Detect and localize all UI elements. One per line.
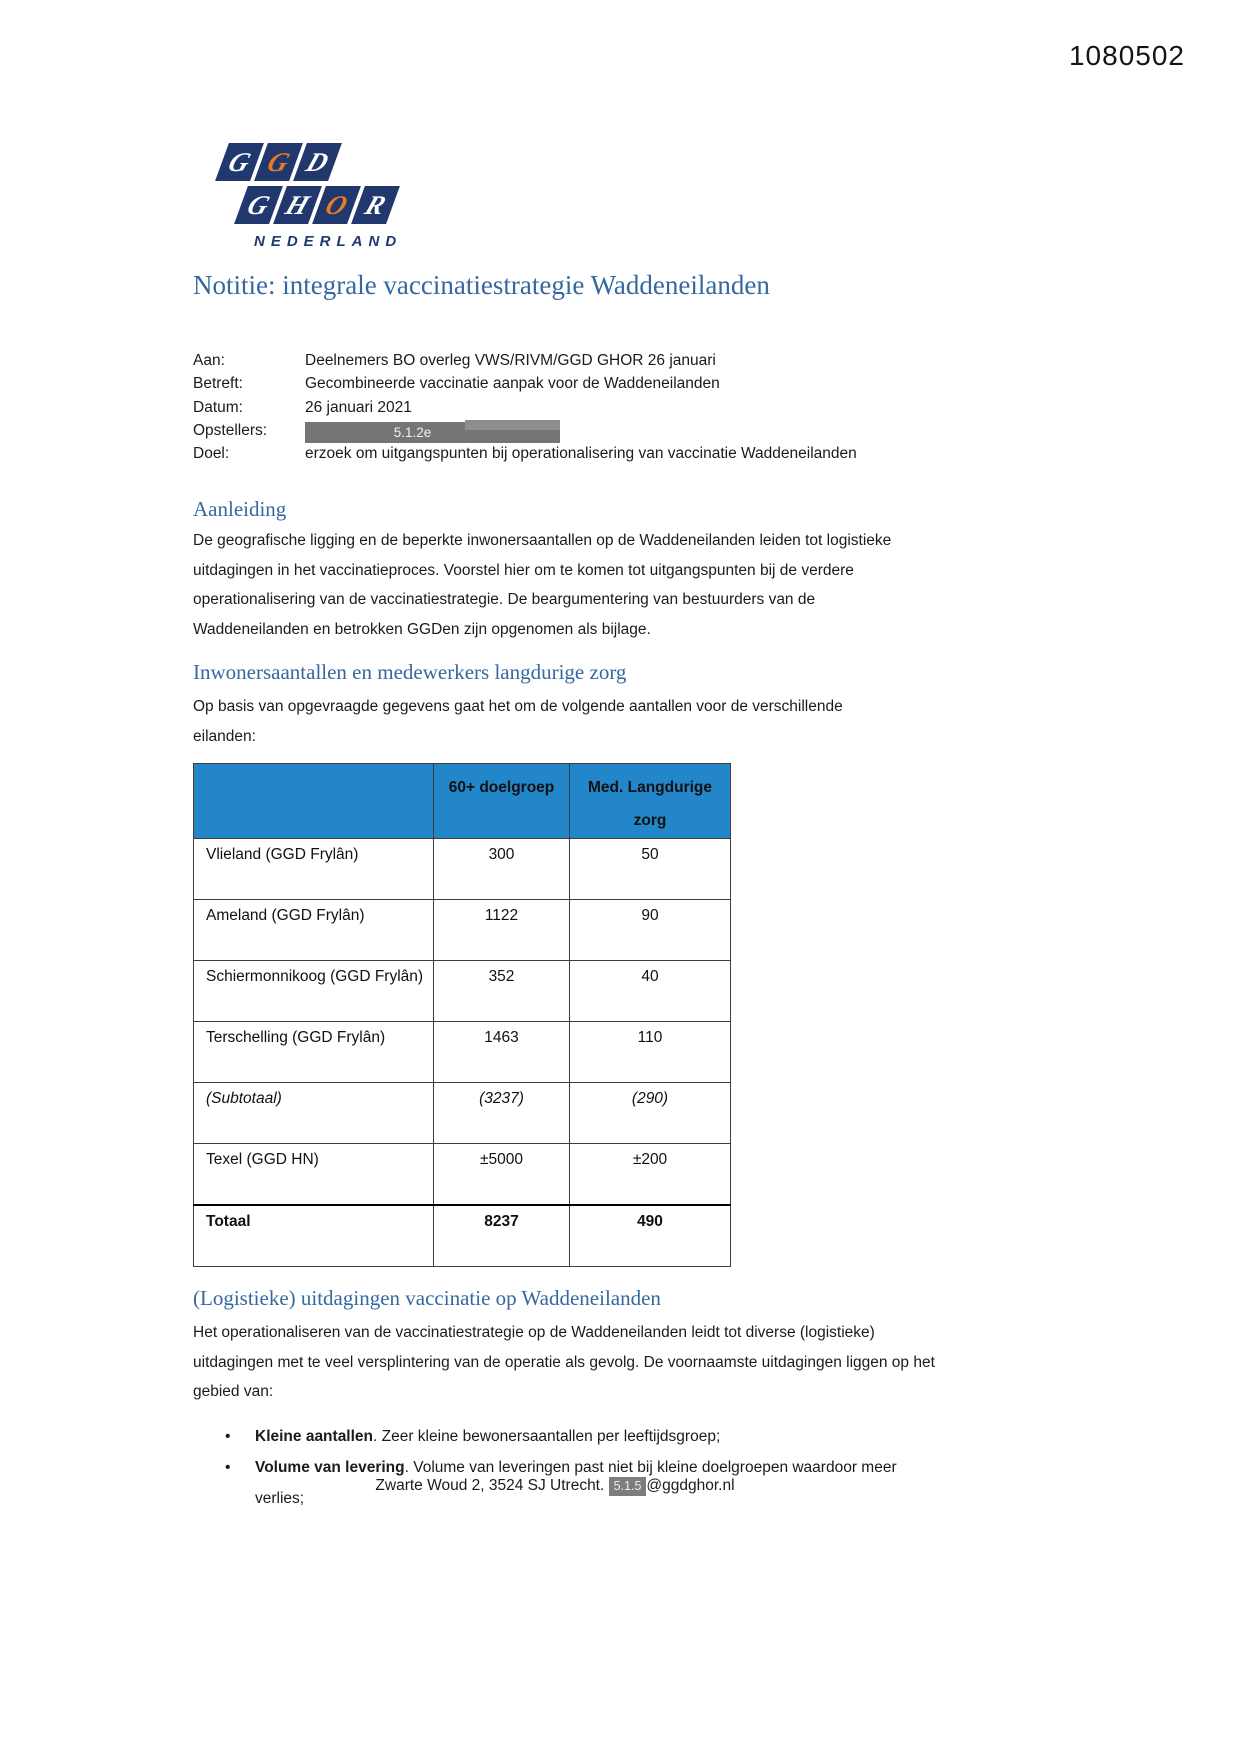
aantallen-table [193,763,731,1267]
meta-label: Doel: [193,445,230,463]
document-number: 1080502 [1068,40,1185,71]
meta-row-doel [193,445,857,468]
table-cell-60plus: 352 [434,961,570,1022]
meta-value: Deelnemers BO overleg VWS/RIVM/GGD GHOR 26 januari [305,352,716,369]
section-heading-inwoners: Inwonersaantallen en medewerkers langdurige zorg [193,660,627,684]
table-row-totaal [194,1205,731,1267]
table-row [194,1144,731,1206]
table-row [194,900,731,961]
logo-letter: G [224,146,255,177]
redaction-bar-highlight [465,420,560,430]
meta-value: Gecombineerde vaccinatie aanpak voor de Waddeneilanden [305,375,720,393]
logo-letter: G [243,189,274,220]
meta-label: Betreft: [193,375,243,393]
table-header-blank [194,764,434,839]
section-body-logistiek: Het operationaliseren van de vaccinatiestrategie op de Waddeneilanden leidt tot diverse (logistieke) uitdagingen met te veel versplintering van de operatie als gevolg. De voornaamste uitdagingen liggen op het gebied van: [193,1324,935,1400]
logo-row-ggd [222,143,402,181]
section-heading-aanleiding: Aanleiding [193,497,287,521]
table-cell-60plus: 8237 [434,1205,570,1267]
logo-letter: H [281,189,314,220]
footer-address [193,1477,917,1496]
bullet-icon: • [225,1428,231,1445]
table-cell-island: Vlieland (GGD Frylân) [194,839,434,900]
meta-value: 26 januari 2021 [305,398,412,416]
table-cell-60plus: 1122 [434,900,570,961]
table-cell-zorg: 90 [570,900,731,961]
table-row [194,961,731,1022]
footer-address-text: Zwarte Woud 2, 3524 SJ Utrecht. [375,1477,605,1494]
bullet-lead: Kleine aantallen [255,1428,374,1445]
table-cell-island: Ameland (GGD Frylân) [194,900,434,961]
table-row-subtotaal [194,1083,731,1144]
section-body-inwoners: Op basis van opgevraagde gegevens gaat het om de volgende aantallen voor de verschillende eilanden: [193,698,843,745]
table-cell-zorg: 50 [570,839,731,900]
meta-label: Datum: [193,398,243,416]
table-header-med-langdurige-zorg: Med. Langdurige zorg [570,764,731,839]
table-cell-island: Texel (GGD HN) [194,1144,434,1206]
bullet-rest: . Volume van leveringen past niet bij kleine doelgroepen waardoor meer verlies; [255,1459,897,1507]
table-row [194,1022,731,1083]
table-cell-60plus: 1463 [434,1022,570,1083]
ggd-ghor-logo [222,143,402,250]
bullet-text [255,1421,720,1452]
table-cell-zorg: 40 [570,961,731,1022]
logo-letter: R [361,189,391,220]
logo-letter: D [302,146,333,177]
section-body-aanleiding: De geografische ligging en de beperkte inwonersaantallen op de Waddeneilanden leiden tot logistieke uitdagingen in het vaccinatieproces. Voorstel hier om te komen tot uitgangspunten bij de verdere operationalisering van de vaccinatiestrategie. De beargumentering van bestuurders van de Waddeneilanden en betrokken GGDen zijn opgenomen als bijlage. [193,532,892,638]
footer-email-suffix: @ggdghor.nl [646,1477,735,1494]
logo-letter: O [321,189,352,220]
redaction-bar [305,422,560,443]
footer-redaction: 5.1.5 [609,1477,647,1496]
table-cell-island: (Subtotaal) [194,1083,434,1144]
meta-row-aan [193,352,857,375]
table-cell-zorg: 490 [570,1205,731,1267]
section-heading-logistiek: (Logistieke) uitdagingen vaccinatie op Waddeneilanden [193,1286,661,1310]
list-item [222,1421,922,1452]
meta-row-opstellers [193,422,857,445]
table-row [194,839,731,900]
table-cell-island: Schiermonnikoog (GGD Frylân) [194,961,434,1022]
logo-letter: G [263,146,294,177]
table-header-60plus: 60+ doelgroep [434,764,570,839]
table-cell-60plus: ±5000 [434,1144,570,1206]
table-cell-island: Terschelling (GGD Frylân) [194,1022,434,1083]
logo-row-ghor [241,186,402,224]
bullet-icon: • [225,1459,231,1476]
table-header-row [194,764,731,839]
logo-caption: NEDERLAND [254,233,403,250]
table-cell-60plus: (3237) [434,1083,570,1144]
memo-meta-block [193,352,857,468]
table-cell-zorg: (290) [570,1083,731,1144]
meta-label: Opstellers: [193,421,268,439]
table-cell-zorg: ±200 [570,1144,731,1206]
bullet-lead: Volume van levering [255,1459,405,1476]
table-cell-island: Totaal [194,1205,434,1267]
meta-row-datum [193,399,857,422]
meta-value: erzoek om uitgangspunten bij operationalisering van vaccinatie Waddeneilanden [305,445,857,463]
table-cell-60plus: 300 [434,839,570,900]
redaction-code: 5.1.2e [393,424,432,440]
table-cell-zorg: 110 [570,1022,731,1083]
bullet-list [222,1421,922,1514]
meta-row-betreft [193,375,857,398]
meta-label: Aan: [193,352,225,369]
page-title: Notitie: integrale vaccinatiestrategie Waddeneilanden [193,270,770,300]
bullet-rest: . Zeer kleine bewonersaantallen per leeftijdsgroep; [373,1428,721,1445]
